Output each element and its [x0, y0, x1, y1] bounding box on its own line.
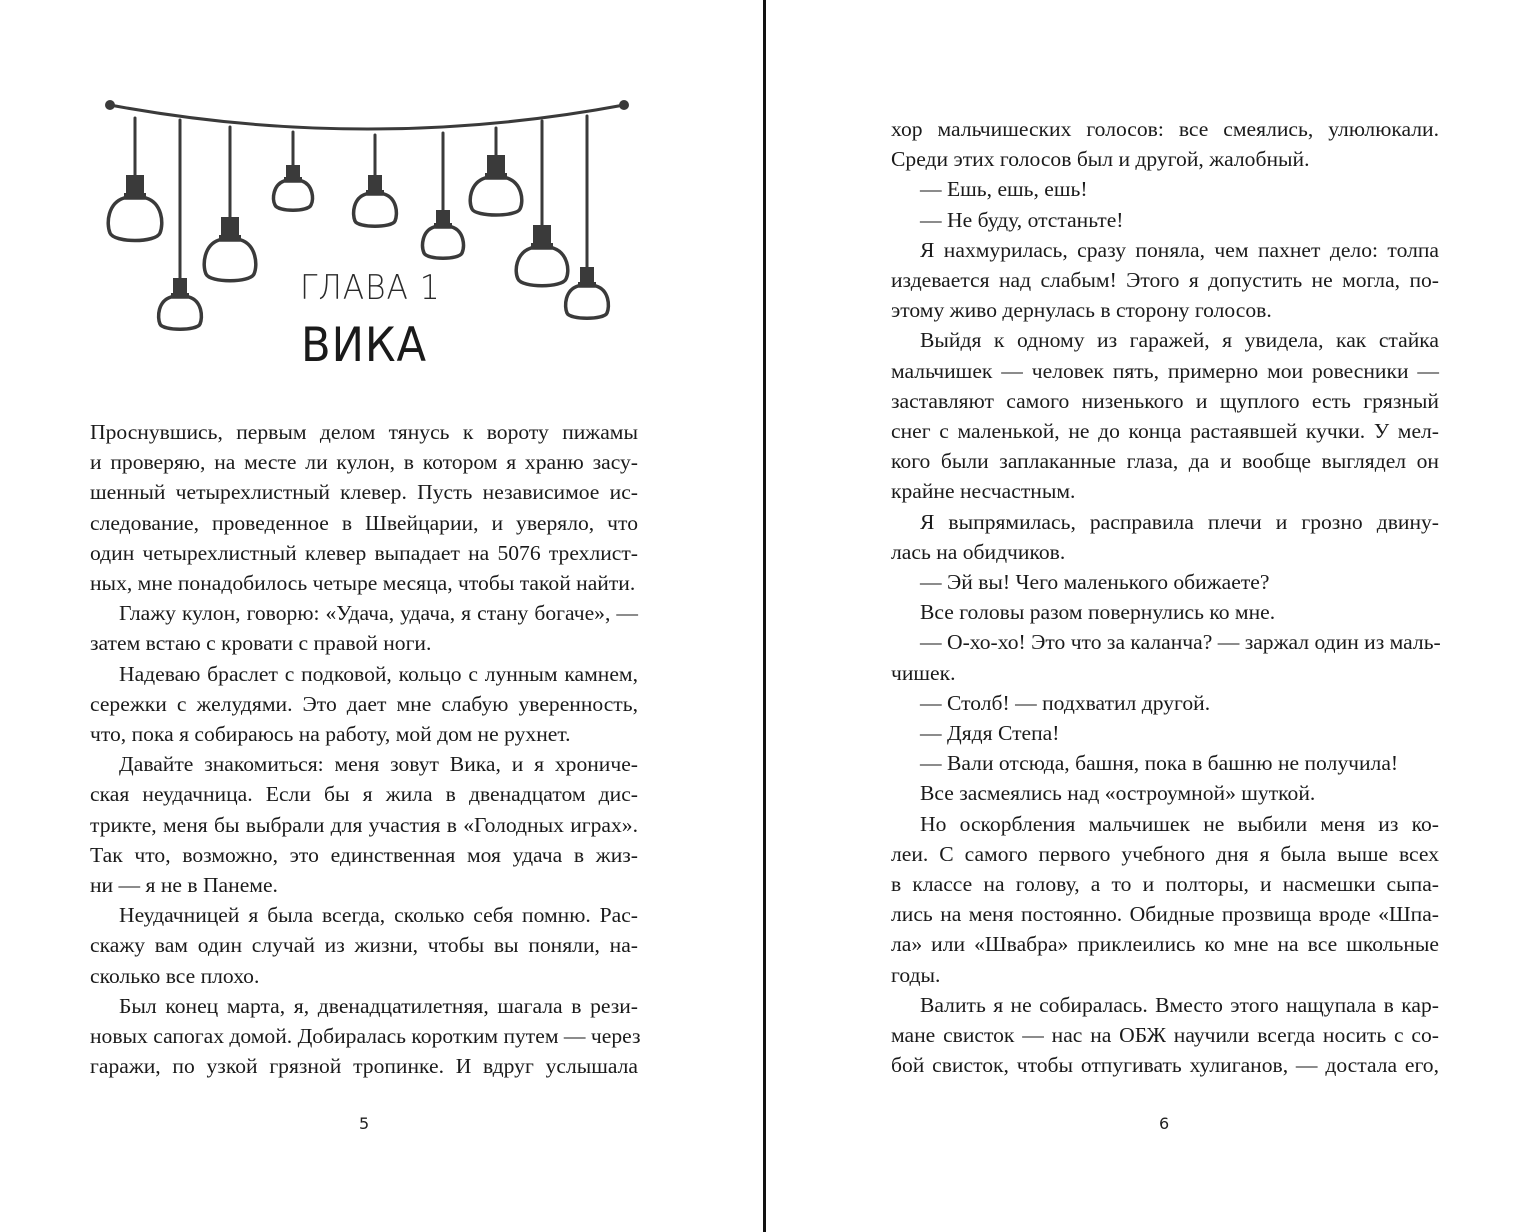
- text-line: Все головы разом повернулись ко мне.: [920, 600, 1276, 625]
- text-line: Я нахмурилась, сразу поняла, чем пахнет дело: толпа: [920, 237, 1439, 262]
- text-line: хор мальчишеских голосов: все смеялись, улюлюкали.: [891, 117, 1439, 141]
- chapter-label: ГЛАВА 1: [300, 268, 441, 308]
- text-line: ных, мне понадобилось четыре месяца, чтобы такой найти.: [90, 571, 636, 596]
- light-bulb-icon: [423, 227, 464, 258]
- light-bulb-icon: [159, 297, 202, 329]
- text-line: сколько все плохо.: [90, 963, 260, 988]
- text-line: — Эй вы! Чего маленького обижаете?: [920, 570, 1270, 595]
- text-line: и проверяю, на месте ли кулон, в котором я храню засу-: [90, 450, 638, 475]
- text-line: годы.: [891, 962, 941, 987]
- book-spine-divider: [763, 0, 766, 1232]
- light-bulb-icon: [108, 198, 162, 241]
- text-line: трикте, меня бы выбрали для участия в «Голодных играх».: [90, 812, 638, 837]
- light-bulb-icon: [470, 178, 522, 215]
- text-line: Выйдя к одному из гаражей, я увидела, как стайка: [920, 328, 1439, 353]
- text-line: лись на меня постоянно. Обидные прозвища вроде «Шпа-: [891, 902, 1439, 927]
- text-line: лась на обидчиков.: [891, 539, 1066, 564]
- text-line: новых сапогах домой. Добиралась коротким путем — через: [90, 1024, 641, 1049]
- light-bulb-icon: [354, 194, 397, 226]
- text-line: — О-хо-хо! Это что за каланча? — заржал один из маль-: [920, 630, 1441, 655]
- text-line: крайне несчастным.: [891, 479, 1076, 504]
- right-page-body-text: [891, 114, 1439, 1081]
- text-line: ла» или «Швабра» приклеились ко мне на все школьные: [891, 932, 1439, 957]
- text-line: снег с маленькой, не до конца растаявшей кучки. У мел-: [891, 419, 1439, 444]
- text-line: гаражи, по узкой грязной тропинке. И вдруг услышала: [90, 1054, 638, 1079]
- text-line: мальчишек — человек пять, примерно мои ровесники —: [891, 358, 1439, 383]
- text-line: — Вали отсюда, башня, пока в башню не получила!: [920, 751, 1399, 776]
- text-line: Неудачницей я была всегда, сколько себя помню. Рас-: [119, 903, 638, 928]
- light-bulb-icon: [124, 175, 146, 198]
- text-line: бой свисток, чтобы отпугивать хулиганов, — достала его,: [891, 1053, 1439, 1078]
- text-line: ни — я не в Панеме.: [90, 873, 278, 898]
- text-line: — Дядя Степа!: [920, 721, 1060, 746]
- text-line: Давайте знакомиться: меня зовут Вика, и я хрониче-: [119, 752, 638, 777]
- text-line: один четырехлистный клевер выпадает на 5076 трехлист-: [90, 540, 638, 565]
- light-bulb-icon: [566, 286, 609, 318]
- text-line: этому живо дернулась в сторону голосов.: [891, 298, 1272, 323]
- text-line: заставляют самого низенького и щуплого есть грязный: [891, 388, 1439, 413]
- text-line: Был конец марта, я, двенадцатилетняя, шагала в рези-: [119, 993, 638, 1018]
- text-line: шенный четырехлистный клевер. Пусть независимое ис-: [90, 480, 638, 505]
- text-line: сережки с желудями. Это дает мне слабую уверенность,: [90, 691, 638, 716]
- text-line: Проснувшись, первым делом тянусь к вороту пижамы: [90, 420, 638, 444]
- text-line: леи. С самого первого учебного дня я была выше всех: [891, 841, 1439, 866]
- text-line: скажу вам один случай из жизни, чтобы вы поняли, на-: [90, 933, 638, 958]
- text-line: — Столб! — подхватил другой.: [920, 690, 1211, 715]
- text-line: Среди этих голосов был и другой, жалобный.: [891, 147, 1310, 172]
- text-line: затем встаю с кровати с правой ноги.: [90, 631, 432, 656]
- garland-wire: [110, 105, 624, 129]
- text-line: Но оскорбления мальчишек не выбили меня из ко-: [920, 811, 1439, 836]
- text-line: чишек.: [891, 660, 956, 685]
- light-bulb-icon: [516, 248, 568, 286]
- text-line: — Не буду, отстаньте!: [920, 207, 1124, 232]
- text-line: — Ешь, ешь, ешь!: [920, 177, 1088, 202]
- text-line: что, пока я собираюсь на работу, мой дом не рухнет.: [90, 722, 571, 747]
- text-line: издевается над слабым! Этого я допустить не могла, по-: [891, 268, 1439, 293]
- right-page: [767, 0, 1529, 1232]
- text-line: Так что, возможно, это единственная моя удача в жиз-: [90, 842, 638, 867]
- text-line: мане свисток — нас на ОБЖ научили всегда носить с со-: [891, 1023, 1439, 1048]
- text-line: кого были заплаканные глаза, да и вообще выглядел он: [891, 449, 1439, 474]
- light-bulb-icon: [274, 181, 313, 210]
- page-number: 6: [1159, 1114, 1170, 1133]
- chapter-title: ВИКА: [301, 318, 427, 373]
- left-page: [0, 0, 763, 1232]
- page-number: 5: [359, 1114, 370, 1133]
- light-bulb-icon: [204, 240, 256, 281]
- text-line: Все засмеялись над «остроумной» шуткой.: [920, 781, 1316, 806]
- text-line: Глажу кулон, говорю: «Удача, удача, я стану богаче», —: [119, 601, 638, 626]
- text-line: Валить я не собиралась. Вместо этого нащупала в кар-: [920, 992, 1439, 1017]
- text-line: Надеваю браслет с подковой, кольцо с лунным камнем,: [119, 661, 638, 686]
- text-line: ская неудачница. Если бы я жила в двенадцатом дис-: [90, 782, 638, 807]
- left-page-body-text: [90, 417, 641, 1081]
- text-line: Я выпрямилась, расправила плечи и грозно двину-: [920, 509, 1439, 534]
- text-line: в классе на голову, а то и полторы, и насмешки сыпа-: [891, 872, 1439, 897]
- text-line: следование, проведенное в Швейцарии, и уверяло, что: [90, 510, 638, 535]
